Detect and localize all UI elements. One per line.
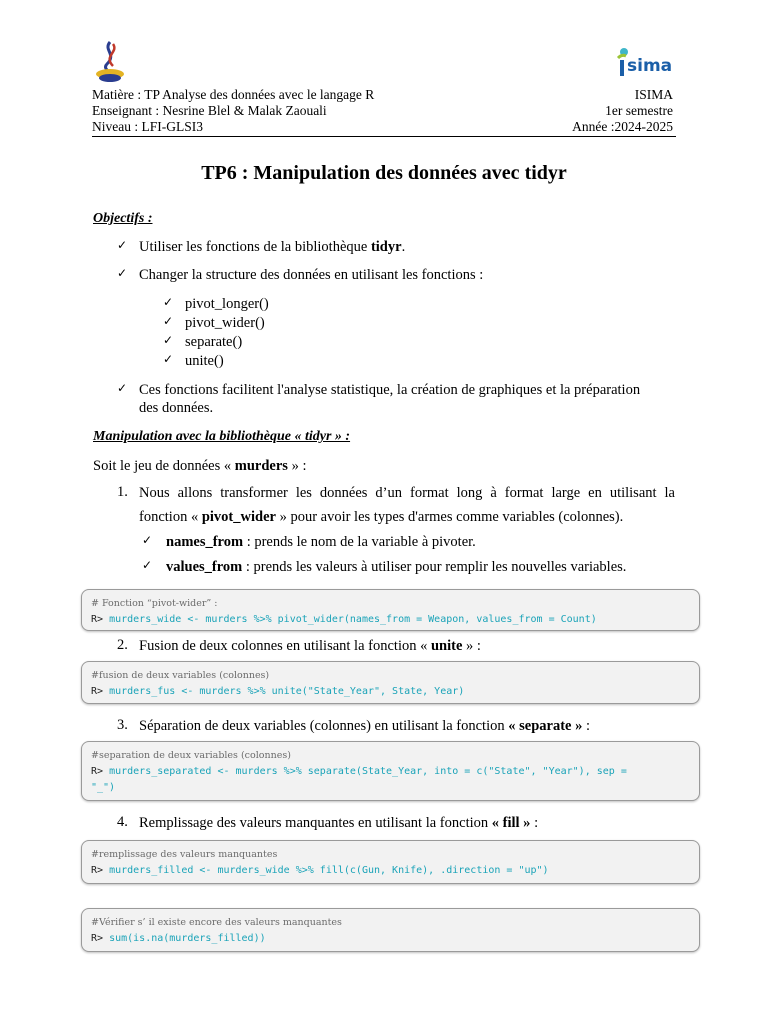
objectif-item-3-line2: des données. — [139, 400, 214, 416]
code-block-pivot-wider — [81, 589, 700, 631]
step-number: 1. — [117, 484, 128, 500]
code-comment: #separation de deux variables (colonnes) — [91, 750, 291, 761]
function-item: separate() — [185, 334, 243, 350]
code-prompt: R> — [91, 614, 104, 625]
objectif-item-1: Utiliser les fonctions de la bibliothèque tidyr. — [139, 239, 406, 255]
function-item: pivot_longer() — [185, 296, 269, 312]
code-line: sum(is.na(murders_filled)) — [109, 933, 266, 944]
step-number: 3. — [117, 717, 128, 733]
code-line: "_") — [91, 782, 116, 793]
code-comment: #remplissage des valeurs manquantes — [91, 849, 278, 860]
code-comment: #Vérifier s’ il existe encore des valeurs manquantes — [91, 917, 342, 928]
check-icon: ✓ — [163, 333, 174, 347]
header-niveau: Niveau : LFI-GLSI3 — [92, 119, 203, 134]
step-1-bullet-names-from: names_from : prends le nom de la variable à pivoter. — [166, 534, 476, 550]
function-item: unite() — [185, 353, 224, 369]
header-semestre: 1er semestre — [605, 103, 673, 118]
objectif-item-3-line1: Ces fonctions facilitent l'analyse statistique, la création de graphiques et la préparation — [139, 382, 641, 398]
step-3-text: Séparation de deux variables (colonnes) en utilisant la fonction « separate » : — [139, 718, 590, 734]
page-title: TP6 : Manipulation des données avec tidyr — [201, 162, 567, 184]
step-1-bullet-values-from: values_from : prends les valeurs à utiliser pour remplir les nouvelles variables. — [166, 559, 627, 575]
code-prompt: R> — [91, 766, 104, 777]
isima-logo-text: sima — [627, 56, 673, 76]
intro-text: Soit le jeu de données « murders » : — [93, 458, 307, 474]
check-icon: ✓ — [142, 558, 153, 572]
manipulation-heading: Manipulation avec la bibliothèque « tidyr » : — [93, 429, 351, 444]
step-1-line1: Nous allons transformer les données d’un format long à format large en utilisant la — [139, 485, 675, 501]
code-comment: #fusion de deux variables (colonnes) — [91, 670, 270, 681]
step-1-line2: fonction « pivot_wider » pour avoir les types d'armes comme variables (colonnes). — [139, 509, 624, 525]
header-matiere: Matière : TP Analyse des données avec le langage R — [92, 87, 375, 102]
code-prompt: R> — [91, 865, 104, 876]
objectif-item-2: Changer la structure des données en utilisant les fonctions : — [139, 267, 484, 283]
code-line: murders_fus <- murders %>% unite("State_Year", State, Year) — [109, 686, 465, 697]
check-icon: ✓ — [163, 314, 174, 328]
code-line: murders_filled <- murders_wide %>% fill(c(Gun, Knife), .direction = "up") — [109, 865, 549, 876]
check-icon: ✓ — [117, 238, 128, 252]
code-prompt: R> — [91, 933, 104, 944]
header-school: ISIMA — [634, 87, 673, 102]
code-comment: # Fonction “pivot-wider” : — [91, 598, 218, 609]
code-block-separate — [81, 741, 700, 801]
check-icon: ✓ — [163, 352, 174, 366]
step-4-text: Remplissage des valeurs manquantes en utilisant la fonction « fill » : — [139, 815, 539, 831]
header-annee: Année :2024-2025 — [572, 119, 673, 134]
isima-logo — [614, 42, 674, 82]
objectifs-heading: Objectifs : — [93, 211, 153, 226]
header-enseignant: Enseignant : Nesrine Blel & Malak Zaouali — [92, 103, 327, 118]
code-block-check-na — [81, 908, 700, 952]
step-2-text: Fusion de deux colonnes en utilisant la fonction « unite » : — [139, 638, 481, 654]
check-icon: ✓ — [117, 266, 128, 280]
step-number: 2. — [117, 637, 128, 653]
check-icon: ✓ — [117, 381, 128, 395]
university-logo — [93, 40, 127, 84]
code-block-fill — [81, 840, 700, 884]
function-item: pivot_wider() — [185, 315, 265, 331]
code-block-unite — [81, 661, 700, 704]
code-line: murders_separated <- murders %>% separate(State_Year, into = c("State", "Year"), sep = — [109, 766, 627, 777]
check-icon: ✓ — [142, 533, 153, 547]
step-number: 4. — [117, 814, 128, 830]
code-line: murders_wide <- murders %>% pivot_wider(names_from = Weapon, values_from = Count) — [109, 614, 597, 625]
header-divider — [92, 136, 676, 137]
check-icon: ✓ — [163, 295, 174, 309]
code-prompt: R> — [91, 686, 104, 697]
